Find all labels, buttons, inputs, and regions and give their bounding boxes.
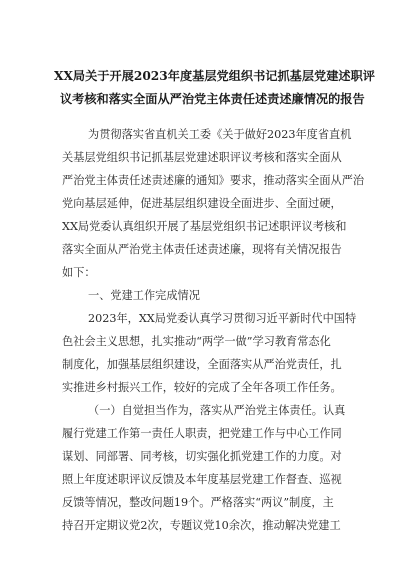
body-line: 为贯彻落实省直机关工委《关于做好2023年度省直机 — [88, 128, 352, 141]
body-line: 色社会主义思想，扎实推动“两学一做”学习教育常态化 — [62, 335, 331, 348]
report-title-line-1: XX局关于开展2023年度基层党组织书记抓基层党建述职评 — [54, 69, 375, 83]
body-line: 持召开定期议党2次，专题议党10余次，推动解决党建工 — [62, 519, 341, 532]
report-title-line-2: 议考核和落实全面从严治党主体责任述责述廉情况的报告 — [60, 92, 365, 106]
body-line: 如下： — [62, 266, 96, 279]
section-heading: 一、党建工作完成情况 — [88, 289, 200, 302]
body-line: 实推进乡村振兴工作，较好的完成了全年各项工作任务。 — [62, 381, 342, 394]
body-line: 严治党主体责任述责述廉的通知》要求，推动落实全面从严治 — [62, 174, 365, 187]
body-line: 反馈等情况，整改问题19个。严格落实“两议”制度，主 — [62, 496, 334, 509]
body-line: 落实全面从严治党主体责任述责述廉，现将有关情况报告 — [62, 243, 342, 256]
body-line: XX局党委认真组织开展了基层党组织书记述职评议考核和 — [62, 220, 347, 233]
body-line: 党向基层延伸，促进基层组织建设全面进步、全面过硬， — [62, 197, 342, 210]
body-line: 照上年度述职评议反馈及本年度基层党建工作督查、巡视 — [62, 473, 342, 486]
body-line: 制度化，加强基层组织建设，全面落实从严治党责任，扎 — [62, 358, 342, 371]
body-line: 2023年，XX局党委认真学习贯彻习近平新时代中国特 — [88, 312, 357, 325]
subsection-line: （一）自觉担当作为，落实从严治党主体责任。认真 — [88, 404, 346, 417]
body-line: 关基层党组织书记抓基层党建述职评议考核和落实全面从 — [62, 151, 342, 164]
body-line: 谋划、同部署、同考核，切实强化抓党建工作的力度。对 — [62, 450, 342, 463]
body-line: 履行党建工作第一责任人职责，把党建工作与中心工作同 — [62, 427, 342, 440]
